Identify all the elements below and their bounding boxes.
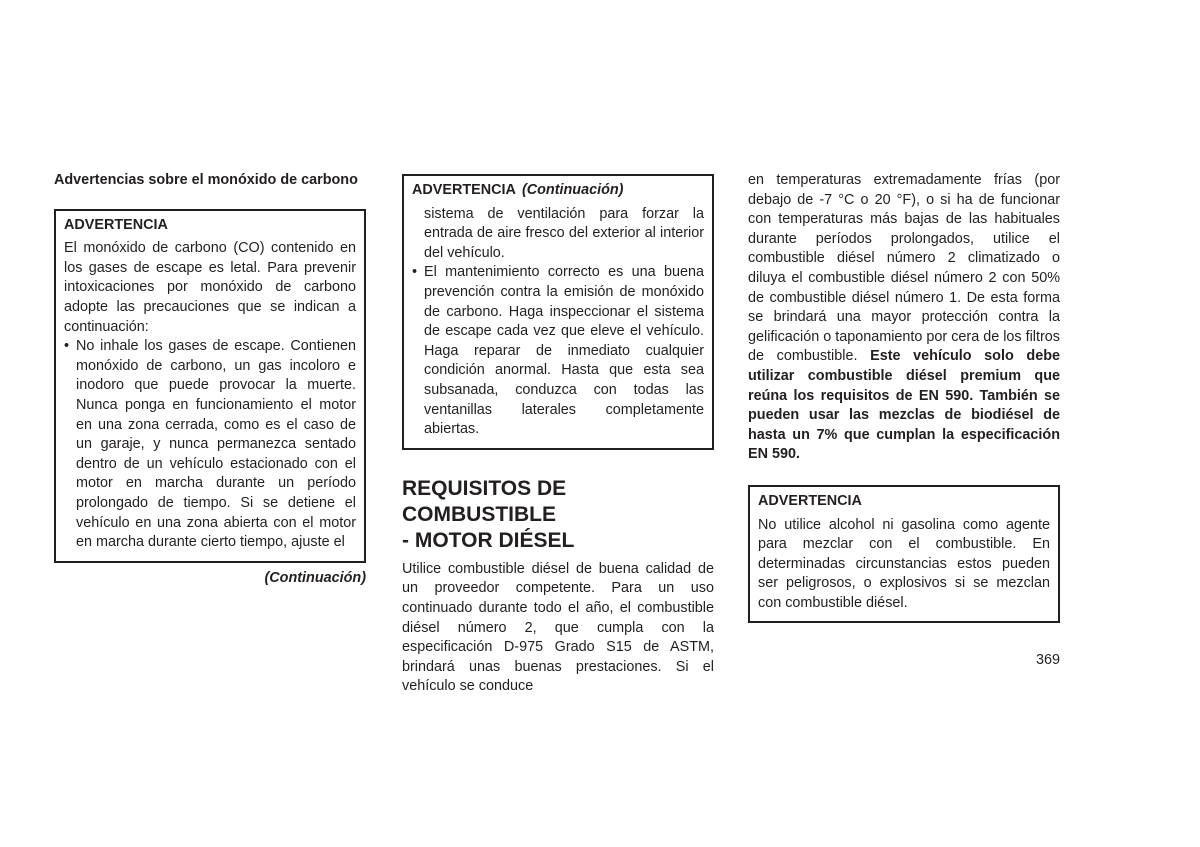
heading-line-2: - MOTOR DIÉSEL [402, 528, 575, 552]
column-right [748, 171, 1060, 623]
warning-continued-text: sistema de ventilación para forzar la entrada de aire fresco del exterior al interior del vehículo. [424, 205, 704, 261]
heading-line-1: REQUISITOS DE COMBUSTIBLE [402, 476, 567, 526]
page-number: 369 [1036, 652, 1061, 668]
fuel-body-bold: Este vehículo solo debe utilizar combustible diésel premium que reúna los requisitos de EN 590. También se pueden usar las mezclas de biodiésel de hasta un 7% que cumplan la especificación EN 590. [748, 348, 1060, 463]
warning-bullet-2-text: El mantenimiento correcto es una buena prevención contra la emisión de monóxido de carbono. Haga inspeccionar el sistema de escape cada vez que eleve el vehículo. Haga reparar de inmediato cualquier condición anormal. Hasta que esta sea subsanada, conduzca con todas las ventanillas laterales completamente abiertas. [424, 264, 704, 438]
warning-bullet-2 [412, 263, 704, 439]
bullet-icon: • [64, 338, 70, 355]
column-middle [402, 174, 714, 697]
bullet-icon: • [412, 264, 418, 281]
warning-bullet-1-text: No inhale los gases de escape. Contienen monóxido de carbono, un gas incoloro e inodoro que puede provocar la muerte. Nunca ponga en funcionamiento el motor en una zona cerrada, como es el caso de un garaje, y nunca permanezca sentado dentro de un vehículo estacionado con el motor en marcha durante un período prolongado de tiempo. Si se detiene el vehículo en una zona abierta con el motor en marcha durante cierto tiempo, ajuste el [76, 338, 356, 551]
fuel-requirements-heading [402, 476, 714, 554]
warning-heading: ADVERTENCIA [758, 492, 862, 509]
warning-box-co [54, 209, 366, 563]
section-title-co-warnings: Advertencias sobre el monóxido de carbono [54, 172, 358, 188]
warning-heading: ADVERTENCIA [64, 216, 168, 233]
fuel-body-text: Utilice combustible diésel de buena calidad de un proveedor competente. Para un uso continuado durante todo el año, el combustible diésel número 2, que cumpla con la especificación D-975 Grado S15 de ASTM, brindará unas buenas prestaciones. Si el vehículo se conduce [402, 560, 714, 695]
warning-heading-cont: (Continuación) [521, 182, 624, 198]
column-left [54, 171, 366, 588]
warning-box-co-continued [402, 174, 714, 450]
warning-heading-label: ADVERTENCIA [412, 182, 516, 198]
continued-label: (Continuación) [264, 569, 366, 586]
fuel-body-plain: en temperaturas extremadamente frías (por debajo de -7 °C o 20 °F), o si ha de funcionar con temperaturas más bajas de las habituales durante períodos prolongados, utilice el combustible diésel número 2 climatizado o diluya el combustible diésel número 2 con 50% de combustible diésel número 1. De esta forma se brindará una mayor protección contra la gelificación o taponamiento por cera de los filtros de combustible. [748, 172, 1060, 365]
warning-box-fuel [748, 485, 1060, 624]
fuel-body-continued [748, 171, 1060, 465]
warning-bullet-1 [64, 337, 356, 553]
warning-fuel-text: No utilice alcohol ni gasolina como agente para mezclar con el combustible. En determinadas circunstancias estos pueden ser peligrosos, o explosivos si se mezclan con combustible diésel. [758, 516, 1050, 611]
warning-heading-continued [412, 181, 704, 201]
warning-intro: El monóxido de carbono (CO) contenido en los gases de escape es letal. Para prevenir intoxicaciones por monóxido de carbono adopte las precauciones que se indican a continuación: [64, 240, 356, 335]
